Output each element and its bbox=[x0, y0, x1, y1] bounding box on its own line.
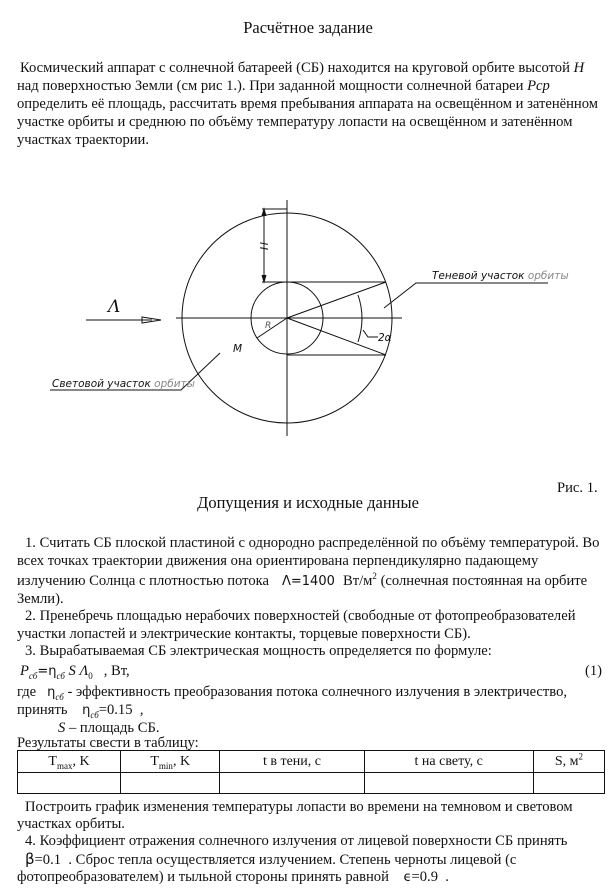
angle-leader bbox=[363, 330, 378, 337]
angle-label: 2α bbox=[378, 332, 392, 344]
var-Pcp: Pср bbox=[527, 78, 550, 94]
h-arrow-bottom bbox=[262, 275, 266, 282]
ray-top bbox=[287, 282, 386, 318]
cell-tmax[interactable] bbox=[18, 773, 121, 794]
header-t-shadow: t в тени, с bbox=[220, 751, 364, 773]
r-label: R bbox=[265, 321, 272, 331]
section-title: Допущения и исходные данные bbox=[197, 493, 419, 512]
table-row bbox=[18, 773, 605, 794]
cell-t-shadow[interactable] bbox=[220, 773, 364, 794]
lambda-zero-subscript: 0 bbox=[88, 670, 93, 681]
m-label: M bbox=[233, 343, 243, 355]
lambda-label: Λ bbox=[108, 297, 121, 317]
var-H: H bbox=[573, 60, 585, 76]
flux-formula: Λ=1400 bbox=[282, 574, 335, 589]
header-tmax: $T_{max}$, K bbox=[18, 751, 121, 773]
cell-t-light[interactable] bbox=[364, 773, 533, 794]
light-label: Световой участок орбиты bbox=[52, 378, 195, 390]
figure-caption: Рис. 1. bbox=[557, 480, 598, 496]
shadow-label: Теневой участок орбиты bbox=[432, 270, 569, 282]
header-t-light: t на свету, с bbox=[364, 751, 533, 773]
results-table bbox=[17, 750, 605, 794]
table-header-row bbox=[18, 751, 605, 773]
h-arrow-top bbox=[262, 209, 266, 216]
header-tmin: $T_{min}$, K bbox=[121, 751, 220, 773]
radius-line bbox=[257, 318, 287, 338]
cell-s[interactable] bbox=[533, 773, 604, 794]
h-label: H bbox=[259, 242, 271, 250]
header-s: S, $м^2$ bbox=[533, 751, 604, 773]
equation-number: (1) bbox=[585, 663, 603, 679]
power-formula: $P_{сб}=\eta_{сб}$ S $\Lambda_0$ , Вт, bbox=[20, 663, 130, 681]
shadow-leader bbox=[384, 283, 548, 308]
page-title: Расчётное задание bbox=[243, 18, 373, 37]
cell-tmin[interactable] bbox=[121, 773, 220, 794]
